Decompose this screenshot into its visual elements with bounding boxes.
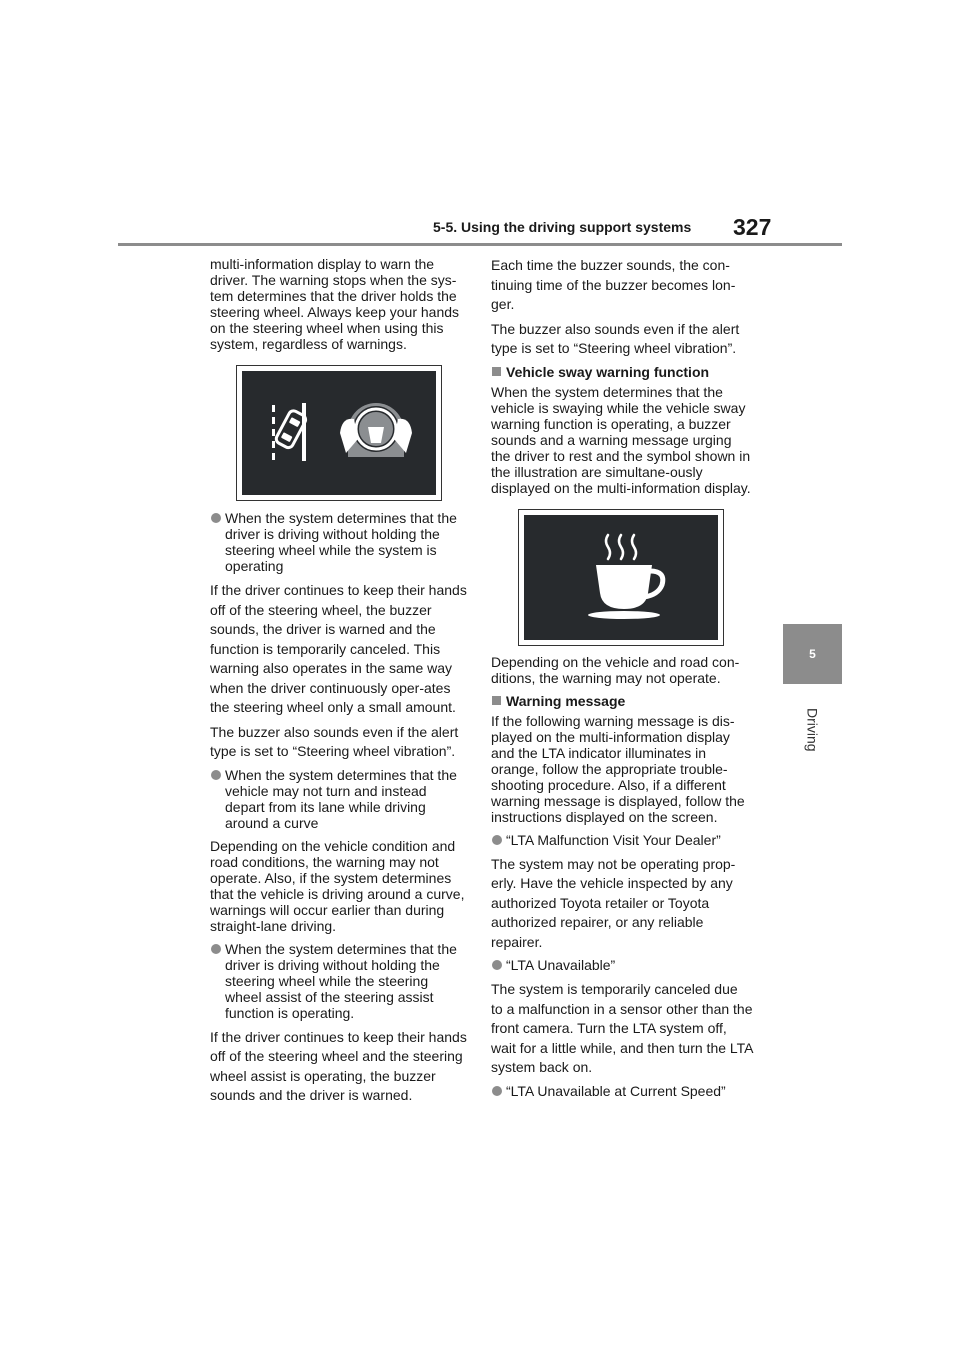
body-paragraph: The buzzer also sounds even if the alert type is set to “Steering wheel vibration”.	[210, 723, 459, 759]
sway-warning-figure	[518, 509, 724, 646]
coffee-cup-illustration	[524, 515, 718, 640]
page-number: 327	[733, 214, 772, 240]
bullet-item: “LTA Unavailable at Current Speed”	[491, 1083, 753, 1099]
bullet-item: When the system determines that the driver is driving without holding the steering wheel while the steering wheel assist of the steering assist function is operating.	[210, 941, 468, 1021]
body-paragraph: Depending on the vehicle condition and road conditions, the warning may not operate. Also, if the system determines that the vehicle is driving around a curve, warnings will occur earlier than during straight-lane driving.	[210, 837, 465, 934]
chapter-tab: 5	[783, 624, 842, 684]
section-title: 5-5. Using the driving support systems	[433, 219, 692, 235]
body-paragraph: Each time the buzzer sounds, the con-tinuing time of the buzzer becomes lon-ger.	[491, 257, 736, 312]
intro-paragraph: multi-information display to warn the driver. The warning stops when the sys-tem determines that the driver holds the steering wheel. Always keep your hands on the steering wheel when using this system, regardless of warnings.	[210, 256, 460, 352]
hands-on-wheel-icon	[340, 403, 412, 457]
body-paragraph: If the following warning message is dis-played on the multi-information display and the LTA indicator illuminates in orange, follow the appropriate trouble-shooting procedure. Also, if a different warning message is displayed, follow the instructions displayed on the screen.	[491, 712, 745, 825]
bullet-item: “LTA Unavailable”	[491, 957, 753, 973]
bullet-item: When the system determines that the driver is driving without holding the steering wheel while the system is operating	[210, 510, 468, 574]
bullet-item: “LTA Malfunction Visit Your Dealer”	[491, 832, 753, 848]
display-screen	[524, 515, 718, 640]
body-paragraph: If the driver continues to keep their hands off of the steering wheel, the buzzer sounds, the driver is warned and the function is temporarily canceled. This warning also operates in the same way when the driver continuously oper-ates the steering wheel only a small amount.	[210, 582, 467, 715]
chapter-label	[783, 695, 842, 765]
body-paragraph: If the driver continues to keep their hands off of the steering wheel and the steering wheel assist is operating, the buzzer sounds and the driver is warned.	[210, 1028, 467, 1103]
chapter-label-text: Driving	[804, 708, 821, 752]
coffee-cup-icon	[588, 535, 663, 619]
body-paragraph: Depending on the vehicle and road con-ditions, the warning may not operate.	[491, 653, 740, 686]
header-rule	[118, 243, 842, 246]
body-paragraph: The system is temporarily canceled due to a malfunction in a sensor other than the front camera. Turn the LTA system off, wait for a little while, and then turn the LTA system back on.	[491, 981, 753, 1075]
right-column	[491, 256, 753, 1106]
steering-warning-illustration	[242, 371, 436, 495]
display-screen	[242, 371, 436, 495]
section-heading: Vehicle sway warning function	[491, 364, 753, 380]
section-heading: Warning message	[491, 693, 753, 709]
lane-departure-icon	[272, 403, 307, 461]
left-column	[210, 256, 468, 1111]
body-paragraph: The buzzer also sounds even if the alert type is set to “Steering wheel vibration”.	[491, 320, 740, 356]
steering-warning-figure	[236, 365, 442, 501]
body-paragraph: When the system determines that the vehicle is swaying while the vehicle sway warning function is operating, a buzzer sounds and a warning message urging the driver to rest and the symbol shown in the illustration are simultane-ously displayed on the multi-information display.	[491, 383, 751, 496]
bullet-item: When the system determines that the vehicle may not turn and instead depart from its lane while driving around a curve	[210, 767, 468, 831]
body-paragraph: The system may not be operating prop-erly. Have the vehicle inspected by any authorized Toyota retailer or Toyota authorized repairer, or any reliable repairer.	[491, 855, 736, 950]
